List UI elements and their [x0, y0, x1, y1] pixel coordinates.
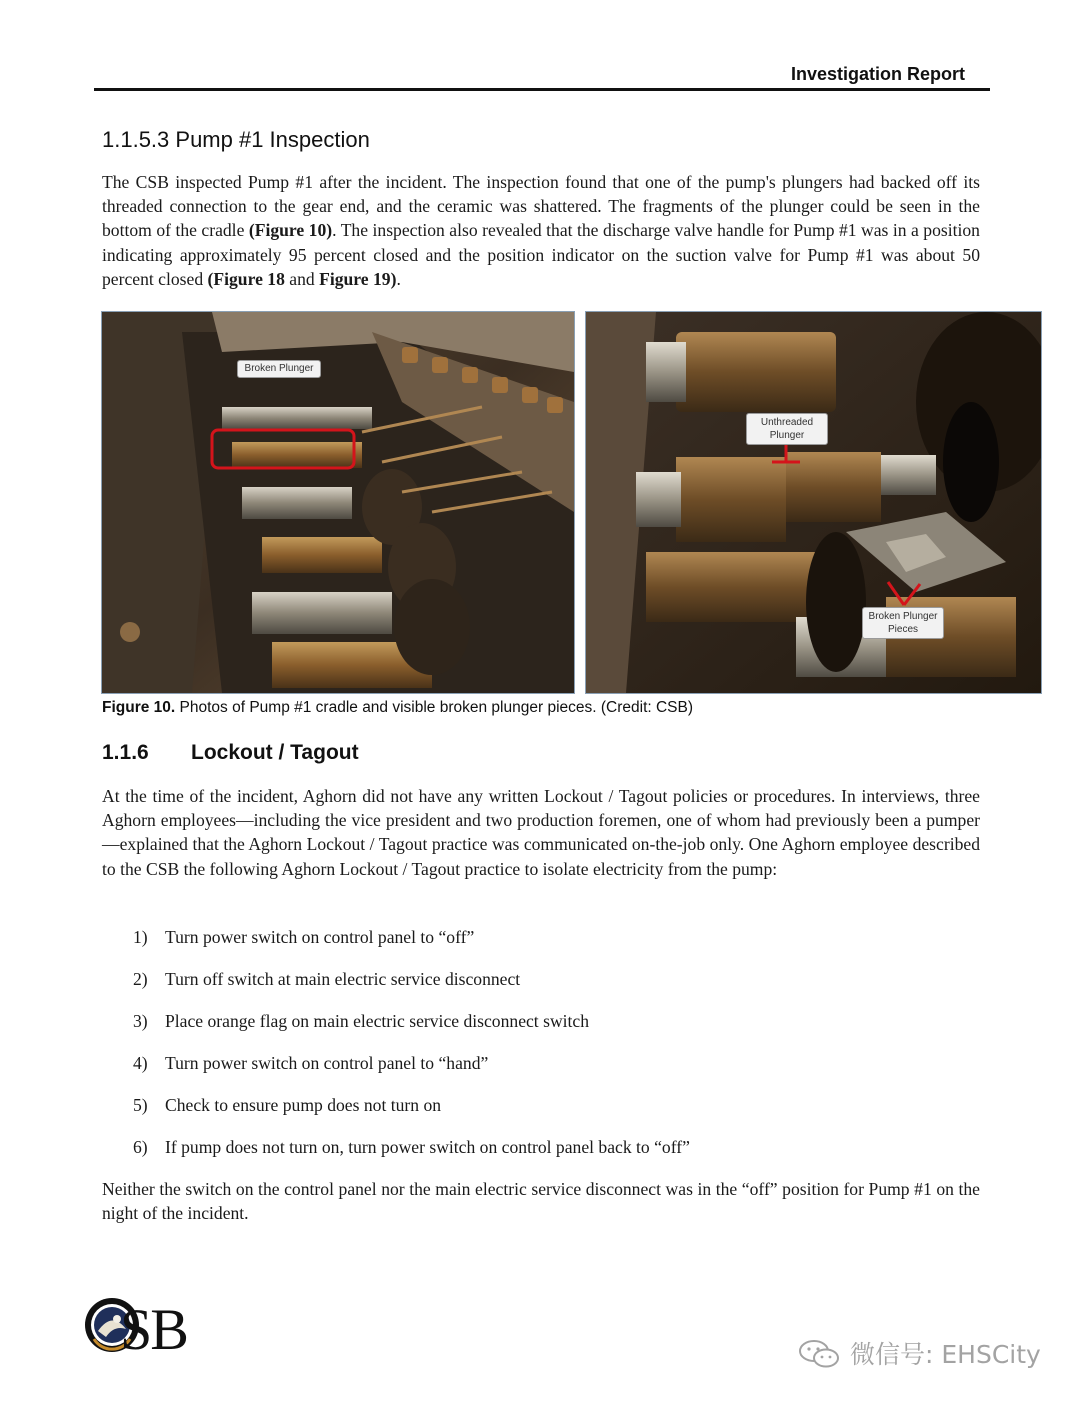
list-number: 4) [133, 1053, 148, 1073]
svg-text:SB: SB [120, 1297, 187, 1355]
callout-unthreaded-plunger: Unthreaded Plunger [746, 413, 828, 445]
watermark-text: 微信号: EHSCity [850, 1340, 1041, 1369]
list-text: If pump does not turn on, turn power switch on control panel back to “off” [165, 1137, 690, 1157]
list-item [133, 1136, 690, 1158]
list-item [133, 1052, 488, 1074]
list-number: 6) [133, 1137, 148, 1157]
list-number: 1) [133, 927, 148, 947]
list-item [133, 968, 520, 990]
list-number: 3) [133, 1011, 148, 1031]
paragraph-incident-conclusion: Neither the switch on the control panel nor the main electric service disconnect was in the “off” position for Pump #1 on the night of the incident. [102, 1179, 980, 1224]
list-item [133, 926, 474, 948]
para1-text-3: and [284, 268, 320, 289]
section-heading-lockout-tagout: Lockout / Tagout [191, 741, 359, 764]
paragraph-pump-inspection [102, 170, 980, 291]
callout-broken-plunger-pieces: Broken Plunger Pieces [862, 607, 944, 639]
photo-pump-cradle [101, 311, 575, 694]
wechat-icon [797, 1339, 843, 1369]
para1-text-2: . The inspection also revealed that the discharge valve handle for Pump #1 was in a position indicating approximately 95 percent closed and the position indicator on the suction valve for Pump #1 was about 50 percent closed [102, 220, 980, 289]
list-text: Check to ensure pump does not turn on [165, 1095, 442, 1115]
list-item [133, 1010, 589, 1032]
report-header-title: Investigation Report [790, 64, 965, 84]
list-text: Turn power switch on control panel to “off” [165, 927, 475, 947]
list-text: Turn off switch at main electric service disconnect [165, 969, 521, 989]
pump-cradle-illustration [102, 312, 574, 693]
list-number: 5) [133, 1095, 148, 1115]
section-number: 1.1.6 [102, 741, 149, 764]
list-item [133, 1094, 441, 1116]
para1-text-4: . [396, 268, 401, 289]
caption-label: Figure 10. [102, 699, 176, 716]
list-text: Turn power switch on control panel to “hand” [165, 1053, 489, 1073]
list-number: 2) [133, 969, 148, 989]
section-heading-pump-inspection: 1.1.5.3 Pump #1 Inspection [102, 127, 370, 152]
csb-logo [84, 1295, 214, 1355]
photo-broken-plunger-pieces [585, 311, 1042, 694]
broken-plunger-illustration [586, 312, 1041, 693]
callout-broken-plunger: Broken Plunger [237, 360, 321, 378]
caption-text: Photos of Pump #1 cradle and visible broken plunger pieces. (Credit: CSB) [175, 699, 694, 716]
list-text: Place orange flag on main electric service disconnect switch [165, 1011, 590, 1031]
figure-10-reference: (Figure 10) [248, 220, 333, 241]
figure-10-caption [102, 699, 693, 717]
paragraph-lockout-tagout: At the time of the incident, Aghorn did not have any written Lockout / Tagout policies or procedures. In interviews, three Aghorn employees—including the vice president and two production foremen, one of whom had previously been a pumper—explained that the Aghorn Lockout / Tagout practice was communicated on-the-job only. One Aghorn employee described to the CSB the following Aghorn Lockout / Tagout practice to isolate electricity from the pump: [102, 786, 980, 879]
para1-text-1: The CSB inspected Pump #1 after the incident. The inspection found that one of the pump's plungers had backed off its threaded connection to the gear end, and the ceramic was shattered. The fragments of the plunger could be seen in the bottom of the cradle [102, 172, 980, 241]
header-rule [94, 88, 990, 91]
figure-18-reference: (Figure 18 [207, 268, 285, 289]
figure-19-reference: Figure 19) [319, 268, 397, 289]
